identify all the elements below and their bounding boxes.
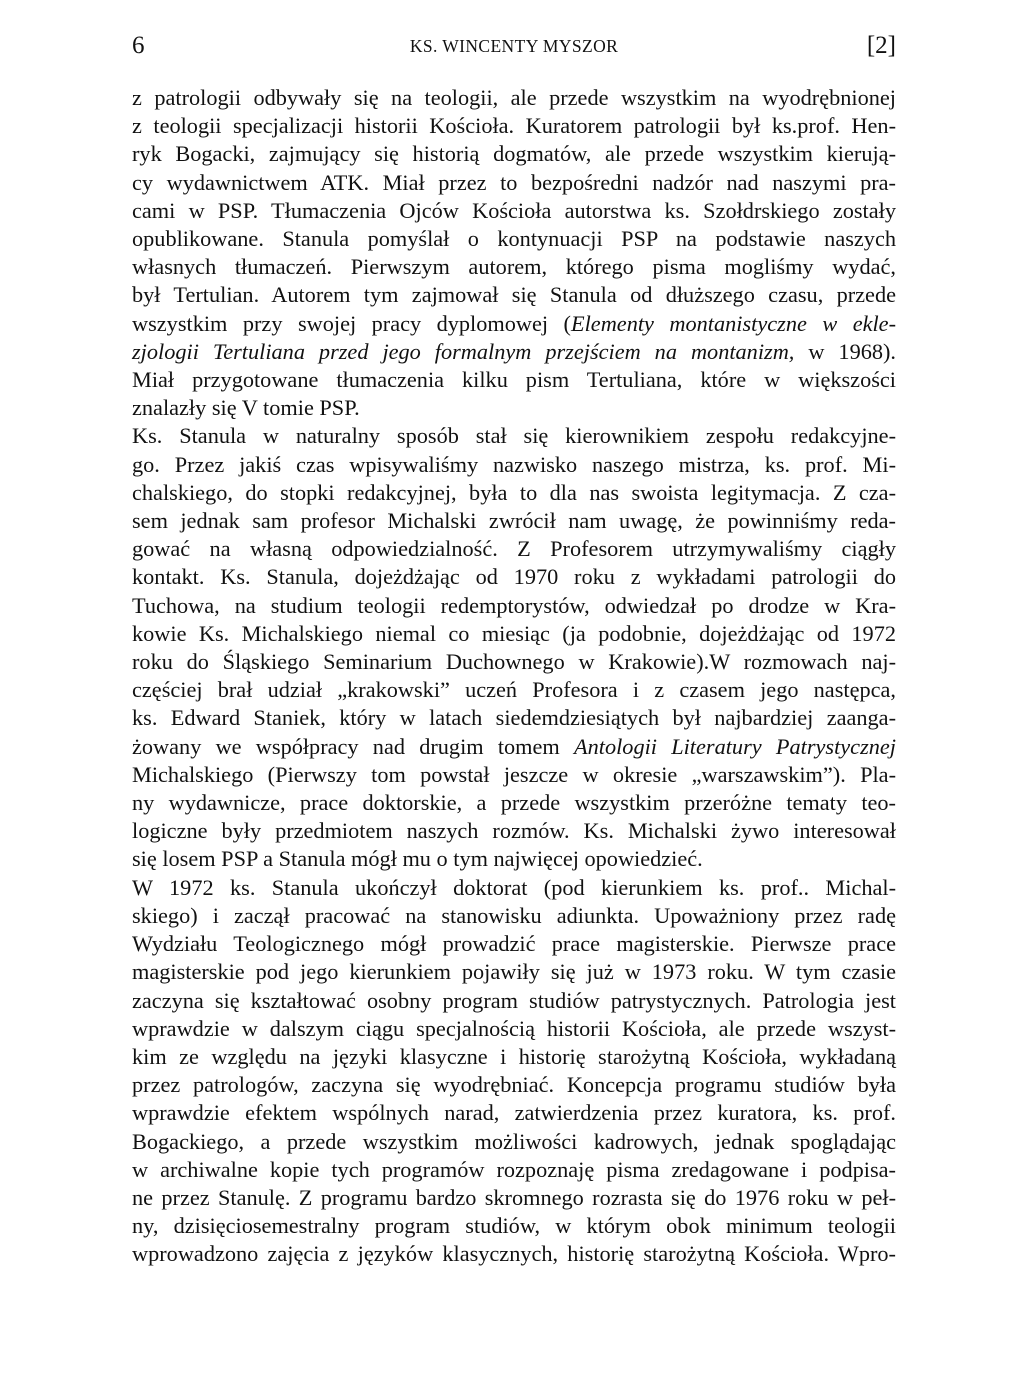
text-line: kontakt. Ks. Stanula, dojeżdżając od 1970 roku z wykładami patrologii do — [132, 564, 896, 590]
running-header — [132, 30, 896, 62]
text-line: Michalskiego (Pierwszy tom powstał jeszcze w okresie „warszawskim”). Pla- — [132, 761, 896, 787]
text-line: skiego) i zaczął pracować na stanowisku adiunkta. Upoważniony przez radę — [132, 902, 896, 928]
body-text — [132, 84, 896, 1269]
text-line: logiczne były przedmiotem naszych rozmów. Ks. Michalski żywo interesował — [132, 818, 896, 844]
text-line: ne przez Stanulę. Z programu bardzo skromnego rozrasta się do 1976 roku w peł- — [132, 1184, 896, 1210]
text-line: był Tertulian. Autorem tym zajmował się Stanula od dłuższego czasu, przede — [132, 282, 896, 308]
page-number: 6 — [132, 32, 145, 59]
text-line: z teologii specjalizacji historii Kościoła. Kuratorem patrologii był ks.prof. Hen- — [132, 113, 896, 139]
text-segment: w 1968). — [794, 338, 897, 364]
text-line: zaczyna się kształtować osobny program studiów patrystycznych. Patrologia jest — [132, 987, 896, 1013]
text-line: ny wydawnicze, prace doktorskie, a przede wszystkim przeróżne tematy teo- — [132, 790, 896, 816]
text-line: Ks. Stanula w naturalny sposób stał się kierownikiem zespołu redakcyjne- — [132, 423, 896, 449]
text-line: Wydziału Teologicznego mógł prowadzić prace magisterskie. Pierwsze prace — [132, 931, 896, 957]
text-segment: żowany we współpracy nad drugim tomem — [132, 733, 560, 759]
section-number: [2] — [866, 32, 896, 59]
text-line: W 1972 ks. Stanula ukończył doktorat (pod kierunkiem ks. prof.. Michal- — [132, 874, 896, 900]
text-line: magisterskie pod jego kierunkiem pojawiły się już w 1973 roku. W tym czasie — [132, 959, 896, 985]
text-line: częściej brał udział „krakowski” uczeń Profesora i z czasem jego następca, — [132, 677, 896, 703]
text-line: Bogackiego, a przede wszystkim możliwości kadrowych, jednak spoglądając — [132, 1128, 896, 1154]
text-line: znalazły się V tomie PSP. — [132, 395, 360, 421]
text-line: własnych tłumaczeń. Pierwszym autorem, którego pisma mogliśmy wydać, — [132, 254, 896, 280]
text-line: kim ze względu na języki klasyczne i historię starożytną Kościoła, wykładaną — [132, 1043, 896, 1069]
text-line: w archiwalne kopie tych programów rozpoznaję pisma zredagowane i podpisa- — [132, 1156, 896, 1182]
text-line: sem jednak sam profesor Michalski zwrócił nam uwagę, że powinniśmy reda- — [132, 508, 896, 534]
italic-title: Antologii Literatury Patrystycznej — [574, 733, 896, 759]
text-line: Tuchowa, na studium teologii redemptorystów, odwiedzał po drodze w Kra- — [132, 592, 896, 618]
text-line: cami w PSP. Tłumaczenia Ojców Kościoła autorstwa ks. Szołdrskiego zostały — [132, 197, 896, 223]
text-line: się losem PSP a Stanula mógł mu o tym najwięcej opowiedzieć. — [132, 846, 703, 872]
text-line: wprawdzie w dalszym ciągu specjalnością historii Kościoła, ale przede wszyst- — [132, 1015, 896, 1041]
italic-title: Elementy montanistyczne w ekle- — [570, 310, 896, 336]
text-line: opublikowane. Stanula pomyślał o kontynuacji PSP na podstawie naszych — [132, 226, 896, 252]
text-line-mixed — [132, 338, 896, 366]
text-line: chalskiego, do stopki redakcyjnej, była to dla nas swoista legitymacja. Z cza- — [132, 479, 896, 505]
running-title: KS. WINCENTY MYSZOR — [409, 35, 619, 56]
text-line: Miał przygotowane tłumaczenia kilku pism Tertuliana, które w większości — [132, 367, 896, 393]
text-line: kowie Ks. Michalskiego niemal co miesiąc (ja podobnie, dojeżdżając od 1972 — [132, 620, 896, 646]
paragraph-1 — [132, 84, 896, 422]
text-line: ks. Edward Staniek, który w latach siedemdziesiątych był najbardziej zaanga- — [132, 705, 896, 731]
text-line-mixed — [132, 310, 896, 338]
text-line: wprawdzie efektem wspólnych narad, zatwierdzenia przez kuratora, ks. prof. — [132, 1100, 896, 1126]
text-line: ny, dzisięciosemestralny program studiów, w którym obok minimum teologii — [132, 1213, 896, 1239]
paragraph-3 — [132, 874, 896, 1269]
italic-title: zjologii Tertuliana przed jego formalnym przejściem na montanizm, — [132, 338, 795, 364]
text-line: gować na własną odpowiedzialność. Z Profesorem utrzymywaliśmy ciągły — [132, 536, 896, 562]
text-line: z patrologii odbywały się na teologii, ale przede wszystkim na wyodrębnionej — [132, 85, 896, 110]
text-line: cy wydawnictwem ATK. Miał przez to bezpośredni nadzór nad naszymi pra- — [132, 169, 896, 195]
text-segment: wszystkim przy swojej pracy dyplomowej ( — [132, 310, 571, 336]
text-line: roku do Śląskiego Seminarium Duchownego w Krakowie).W rozmowach naj- — [132, 649, 896, 675]
text-line: ryk Bogacki, zajmujący się historią dogmatów, ale przede wszystkim kierują- — [132, 141, 896, 167]
text-line: przez patrologów, zaczyna się wyodrębniać. Koncepcja programu studiów była — [132, 1072, 896, 1098]
text-line: go. Przez jakiś czas wpisywaliśmy nazwisko naszego mistrza, ks. prof. Mi- — [132, 451, 896, 477]
text-line: wprowadzono zajęcia z języków klasycznych, historię starożytną Kościoła. Wpro- — [132, 1241, 896, 1267]
paragraph-2 — [132, 422, 896, 873]
text-line-mixed — [132, 733, 896, 761]
